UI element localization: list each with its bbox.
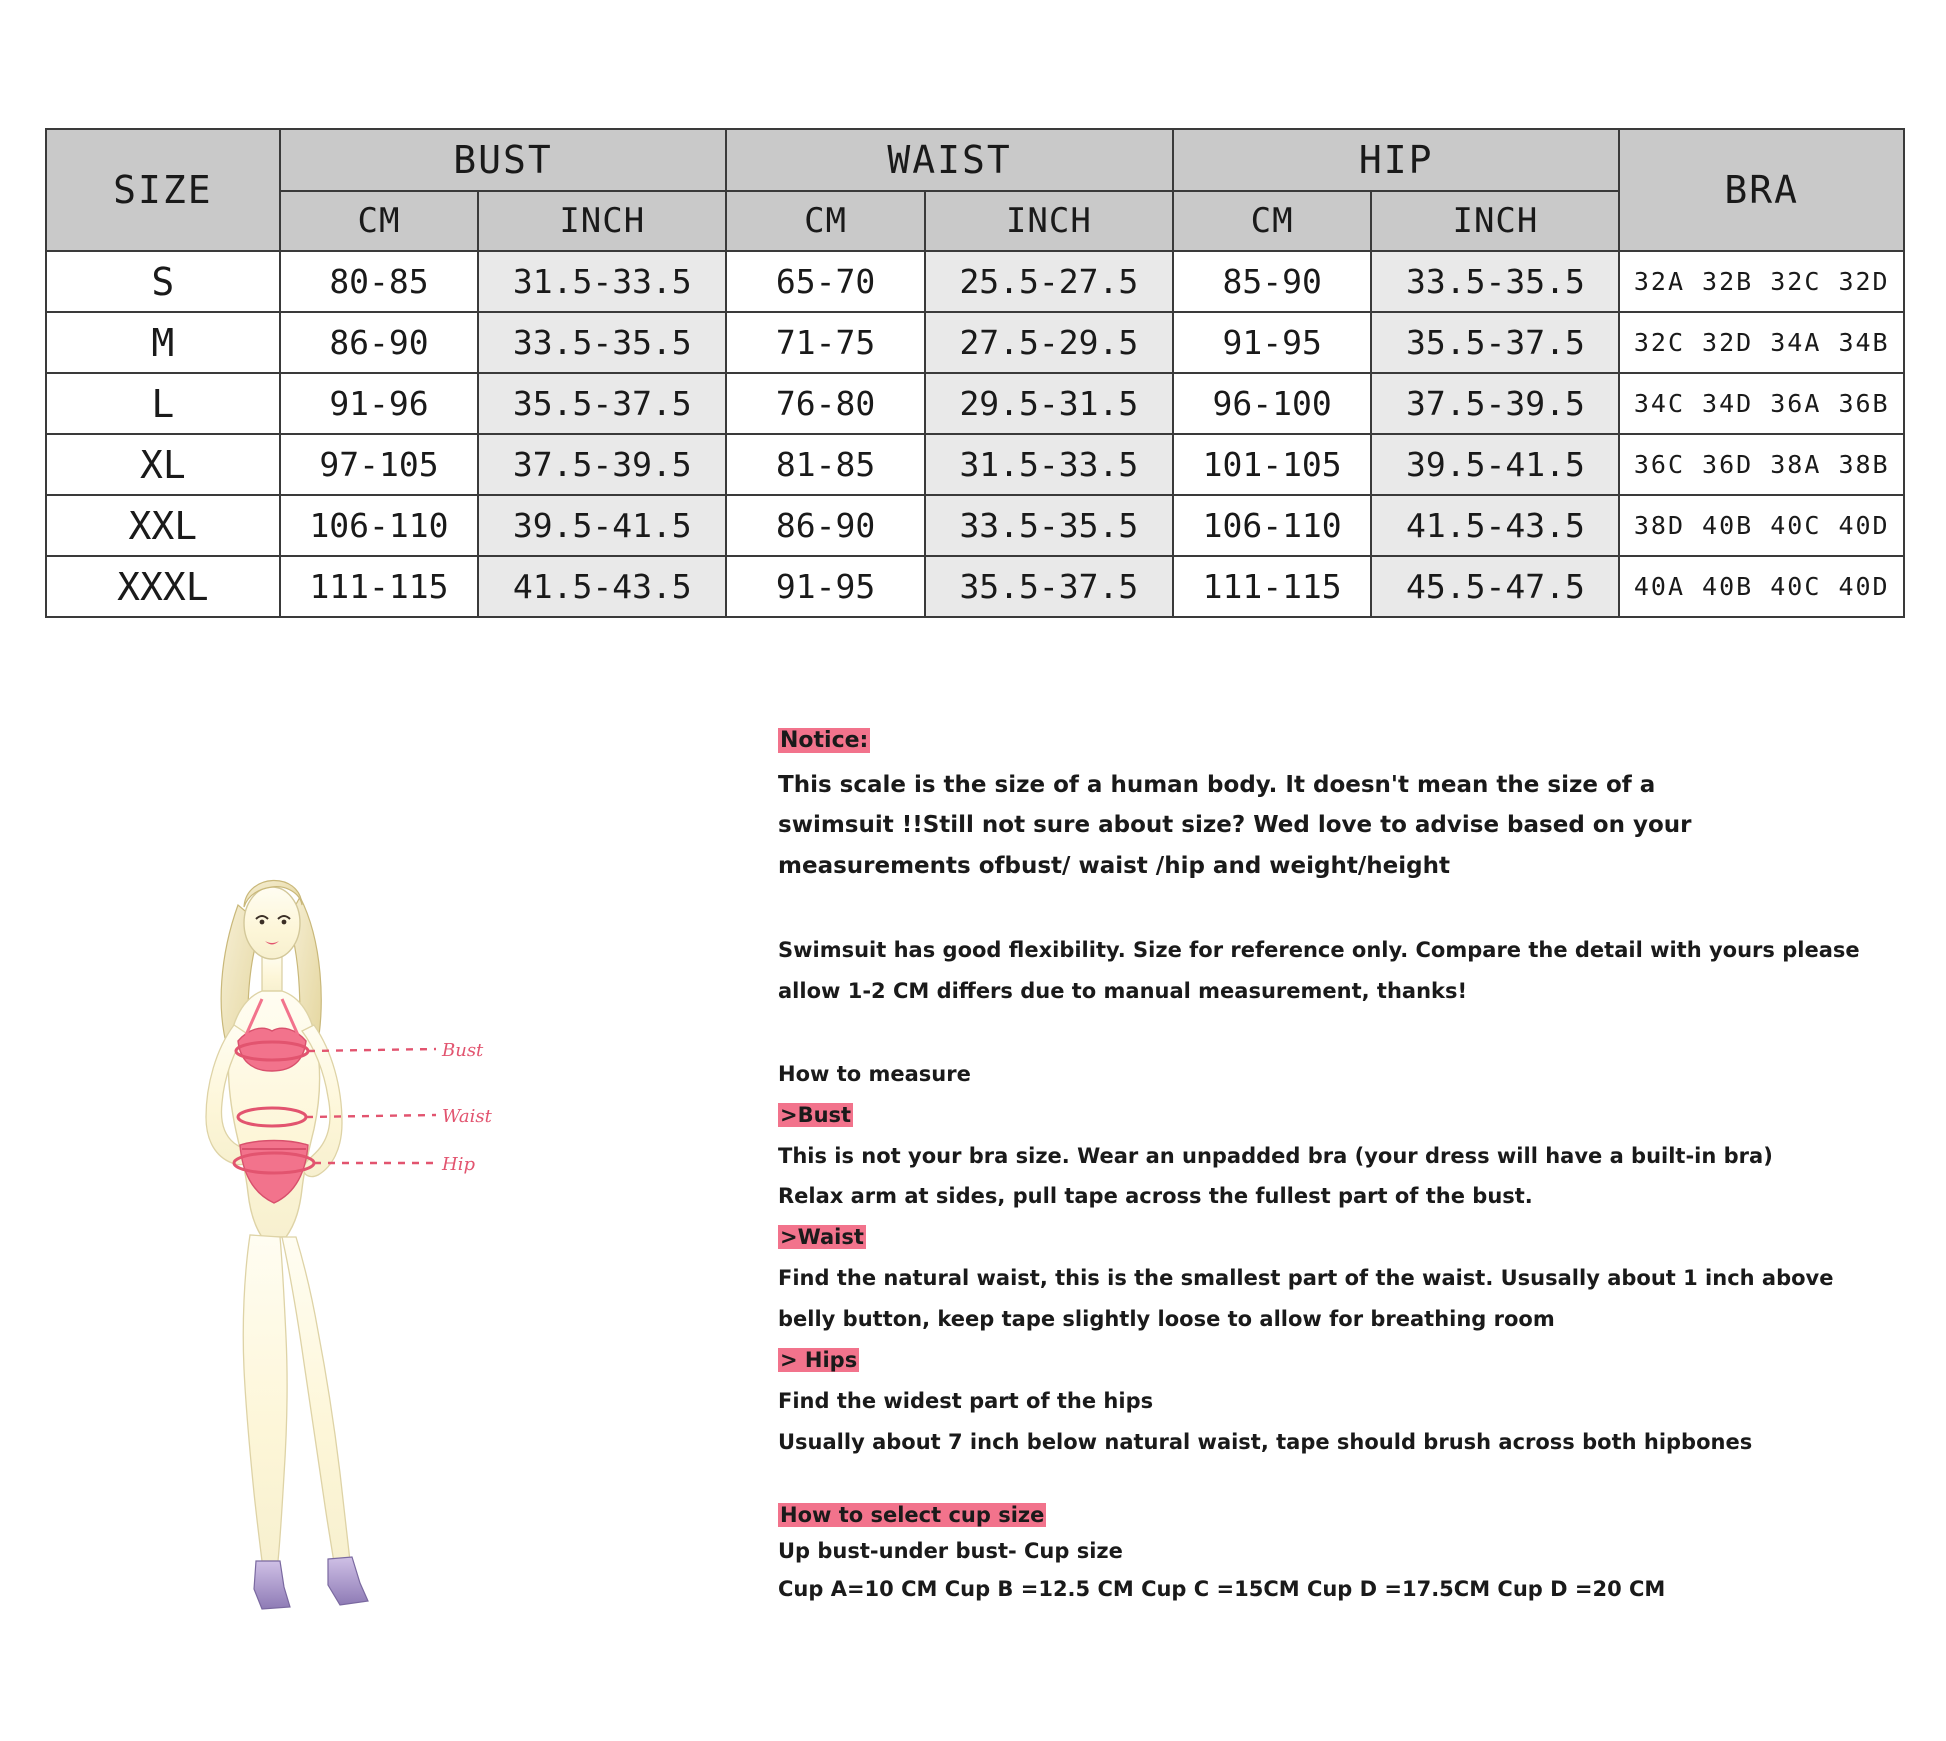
cell-bust-inch: 37.5-39.5 bbox=[478, 434, 726, 495]
waist-line-1: Find the natural waist, this is the smallest part of the waist. Ususally about 1 inch above bbox=[778, 1266, 1834, 1291]
bust-subheading: >Bust bbox=[780, 1102, 852, 1127]
cell-hip-cm: 111-115 bbox=[1173, 556, 1371, 617]
how-to-measure-title: How to measure bbox=[778, 1061, 971, 1086]
figure-label-waist: Waist bbox=[442, 1106, 492, 1127]
table-row bbox=[46, 373, 1904, 434]
header-waist-cm: CM bbox=[726, 191, 924, 251]
notice-body-line-1: This scale is the size of a human body. It doesn't mean the size of a bbox=[778, 772, 1656, 798]
cell-waist-inch: 29.5-31.5 bbox=[925, 373, 1173, 434]
cell-waist-inch: 31.5-33.5 bbox=[925, 434, 1173, 495]
hips-line-2: Usually about 7 inch below natural waist, tape should brush across both hipbones bbox=[778, 1430, 1753, 1455]
header-hip-inch: INCH bbox=[1371, 191, 1619, 251]
table-row bbox=[46, 251, 1904, 312]
cell-bra: 38D 40B 40C 40D bbox=[1619, 495, 1904, 556]
cell-bust-cm: 86-90 bbox=[280, 312, 478, 373]
cell-bra: 34C 34D 36A 36B bbox=[1619, 373, 1904, 434]
cell-waist-cm: 76-80 bbox=[726, 373, 924, 434]
cell-hip-cm: 106-110 bbox=[1173, 495, 1371, 556]
cell-waist-inch: 35.5-37.5 bbox=[925, 556, 1173, 617]
notice-body-line-2: swimsuit !!Still not sure about size? Wed love to advise based on your bbox=[778, 812, 1692, 839]
cell-waist-inch: 25.5-27.5 bbox=[925, 251, 1173, 312]
notice-title-row bbox=[778, 728, 1888, 753]
header-waist: WAIST bbox=[726, 129, 1173, 191]
figure-label-bust: Bust bbox=[442, 1040, 484, 1061]
hips-line-1: Find the widest part of the hips bbox=[778, 1389, 1154, 1414]
bust-line-1: This is not your bra size. Wear an unpadded bra (your dress will have a built-in bra) bbox=[778, 1143, 1773, 1168]
cell-waist-inch: 33.5-35.5 bbox=[925, 495, 1173, 556]
header-hip-cm: CM bbox=[1173, 191, 1371, 251]
cell-bust-inch: 41.5-43.5 bbox=[478, 556, 726, 617]
cup-size-line-2: Cup A=10 CM Cup B =12.5 CM Cup C =15CM Cup D =17.5CM Cup D =20 CM bbox=[778, 1576, 1666, 1601]
cell-size: XXXL bbox=[46, 556, 280, 617]
cell-bust-inch: 39.5-41.5 bbox=[478, 495, 726, 556]
cup-size-heading: How to select cup size bbox=[780, 1503, 1045, 1527]
cell-waist-cm: 65-70 bbox=[726, 251, 924, 312]
flexibility-note bbox=[778, 930, 1888, 1012]
hips-subheading: > Hips bbox=[780, 1348, 858, 1373]
size-chart-table bbox=[45, 128, 1905, 618]
cell-waist-cm: 81-85 bbox=[726, 434, 924, 495]
table-header-row-group bbox=[46, 129, 1904, 191]
notice-title: Notice: bbox=[780, 728, 869, 753]
cup-size-line-1: Up bust-under bust- Cup size bbox=[778, 1539, 1123, 1563]
cell-bust-cm: 80-85 bbox=[280, 251, 478, 312]
cell-waist-cm: 71-75 bbox=[726, 312, 924, 373]
cell-hip-cm: 85-90 bbox=[1173, 251, 1371, 312]
header-bust-inch: INCH bbox=[478, 191, 726, 251]
header-bust-cm: CM bbox=[280, 191, 478, 251]
cell-hip-inch: 45.5-47.5 bbox=[1371, 556, 1619, 617]
notice-body-line-3: measurements ofbust/ waist /hip and weight/height bbox=[778, 852, 1450, 879]
cell-bust-inch: 35.5-37.5 bbox=[478, 373, 726, 434]
cell-waist-cm: 91-95 bbox=[726, 556, 924, 617]
how-to-measure-section bbox=[778, 1054, 1888, 1463]
cell-hip-inch: 41.5-43.5 bbox=[1371, 495, 1619, 556]
cell-size: M bbox=[46, 312, 280, 373]
cell-waist-cm: 86-90 bbox=[726, 495, 924, 556]
cell-bust-cm: 97-105 bbox=[280, 434, 478, 495]
cell-hip-inch: 33.5-35.5 bbox=[1371, 251, 1619, 312]
cell-hip-cm: 101-105 bbox=[1173, 434, 1371, 495]
flexibility-line-2: allow 1-2 CM differs due to manual measurement, thanks! bbox=[778, 978, 1468, 1003]
figure-label-hip: Hip bbox=[442, 1154, 475, 1175]
waist-subheading: >Waist bbox=[780, 1225, 864, 1250]
table-row bbox=[46, 495, 1904, 556]
cell-bust-inch: 33.5-35.5 bbox=[478, 312, 726, 373]
cell-bra: 32C 32D 34A 34B bbox=[1619, 312, 1904, 373]
cell-bust-cm: 91-96 bbox=[280, 373, 478, 434]
cell-bust-cm: 111-115 bbox=[280, 556, 478, 617]
cell-hip-cm: 96-100 bbox=[1173, 373, 1371, 434]
table-row bbox=[46, 556, 1904, 617]
size-chart-table-container bbox=[45, 128, 1905, 618]
cell-hip-inch: 37.5-39.5 bbox=[1371, 373, 1619, 434]
notice-body bbox=[778, 765, 1888, 886]
cell-bra: 36C 36D 38A 38B bbox=[1619, 434, 1904, 495]
cell-bra: 40A 40B 40C 40D bbox=[1619, 556, 1904, 617]
header-bust: BUST bbox=[280, 129, 727, 191]
cell-bra: 32A 32B 32C 32D bbox=[1619, 251, 1904, 312]
cell-hip-inch: 35.5-37.5 bbox=[1371, 312, 1619, 373]
cell-bust-cm: 106-110 bbox=[280, 495, 478, 556]
section-spacer bbox=[778, 1463, 1888, 1503]
bust-line-2: Relax arm at sides, pull tape across the fullest part of the bust. bbox=[778, 1184, 1533, 1209]
header-bra: BRA bbox=[1619, 129, 1904, 251]
table-row bbox=[46, 312, 1904, 373]
table-row bbox=[46, 434, 1904, 495]
flexibility-line-1: Swimsuit has good flexibility. Size for reference only. Compare the detail with yours please bbox=[778, 937, 1860, 962]
header-hip: HIP bbox=[1173, 129, 1620, 191]
cell-size: XXL bbox=[46, 495, 280, 556]
cell-size: L bbox=[46, 373, 280, 434]
cell-bust-inch: 31.5-33.5 bbox=[478, 251, 726, 312]
header-waist-inch: INCH bbox=[925, 191, 1173, 251]
cell-hip-inch: 39.5-41.5 bbox=[1371, 434, 1619, 495]
cell-hip-cm: 91-95 bbox=[1173, 312, 1371, 373]
notice-section bbox=[778, 728, 1888, 1609]
cell-size: XL bbox=[46, 434, 280, 495]
cell-size: S bbox=[46, 251, 280, 312]
cup-size-heading-row bbox=[778, 1503, 1888, 1527]
cup-size-body bbox=[778, 1533, 1888, 1609]
waist-line-2: belly button, keep tape slightly loose to allow for breathing room bbox=[778, 1307, 1555, 1332]
measurement-figure-illustration bbox=[150, 845, 580, 1635]
cell-waist-inch: 27.5-29.5 bbox=[925, 312, 1173, 373]
header-size: SIZE bbox=[46, 129, 280, 251]
